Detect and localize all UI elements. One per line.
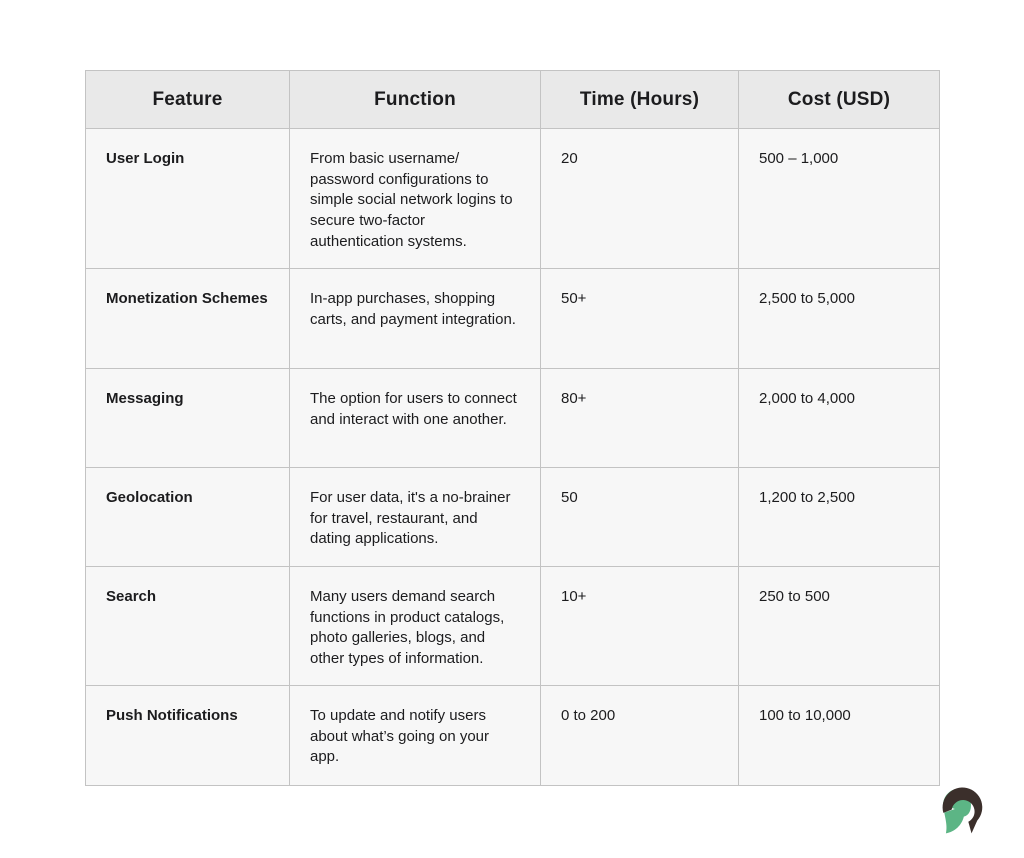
spartan-helmet-logo-icon <box>928 776 992 842</box>
function-cell: To update and notify users about what’s going on your app. <box>290 686 541 786</box>
time-cell: 50+ <box>541 269 739 369</box>
cost-cell: 500 – 1,000 <box>739 129 940 269</box>
function-cell: From basic username/ password configurations to simple social network logins to secure two-factor authentication systems. <box>290 129 541 269</box>
feature-cell: User Login <box>86 129 290 269</box>
table-row <box>86 369 940 468</box>
cost-cell: 1,200 to 2,500 <box>739 468 940 567</box>
column-header-cost: Cost (USD) <box>739 71 940 129</box>
feature-cell: Monetization Schemes <box>86 269 290 369</box>
cost-cell: 100 to 10,000 <box>739 686 940 786</box>
column-header-function: Function <box>290 71 541 129</box>
function-cell: In-app purchases, shopping carts, and payment integration. <box>290 269 541 369</box>
function-cell: Many users demand search functions in product catalogs, photo galleries, blogs, and other types of information. <box>290 567 541 686</box>
table-row <box>86 686 940 786</box>
feature-cost-table <box>85 70 940 786</box>
time-cell: 10+ <box>541 567 739 686</box>
function-cell: The option for users to connect and interact with one another. <box>290 369 541 468</box>
time-cell: 20 <box>541 129 739 269</box>
time-cell: 0 to 200 <box>541 686 739 786</box>
feature-cell: Geolocation <box>86 468 290 567</box>
cost-cell: 2,000 to 4,000 <box>739 369 940 468</box>
function-cell: For user data, it's a no-brainer for travel, restaurant, and dating applications. <box>290 468 541 567</box>
time-cell: 50 <box>541 468 739 567</box>
header-row <box>86 71 940 129</box>
column-header-time: Time (Hours) <box>541 71 739 129</box>
feature-cell: Messaging <box>86 369 290 468</box>
table-row <box>86 468 940 567</box>
column-header-feature: Feature <box>86 71 290 129</box>
cost-cell: 2,500 to 5,000 <box>739 269 940 369</box>
feature-cell: Push Notifications <box>86 686 290 786</box>
table-row <box>86 567 940 686</box>
time-cell: 80+ <box>541 369 739 468</box>
cost-cell: 250 to 500 <box>739 567 940 686</box>
feature-cell: Search <box>86 567 290 686</box>
table-row <box>86 269 940 369</box>
table-row <box>86 129 940 269</box>
